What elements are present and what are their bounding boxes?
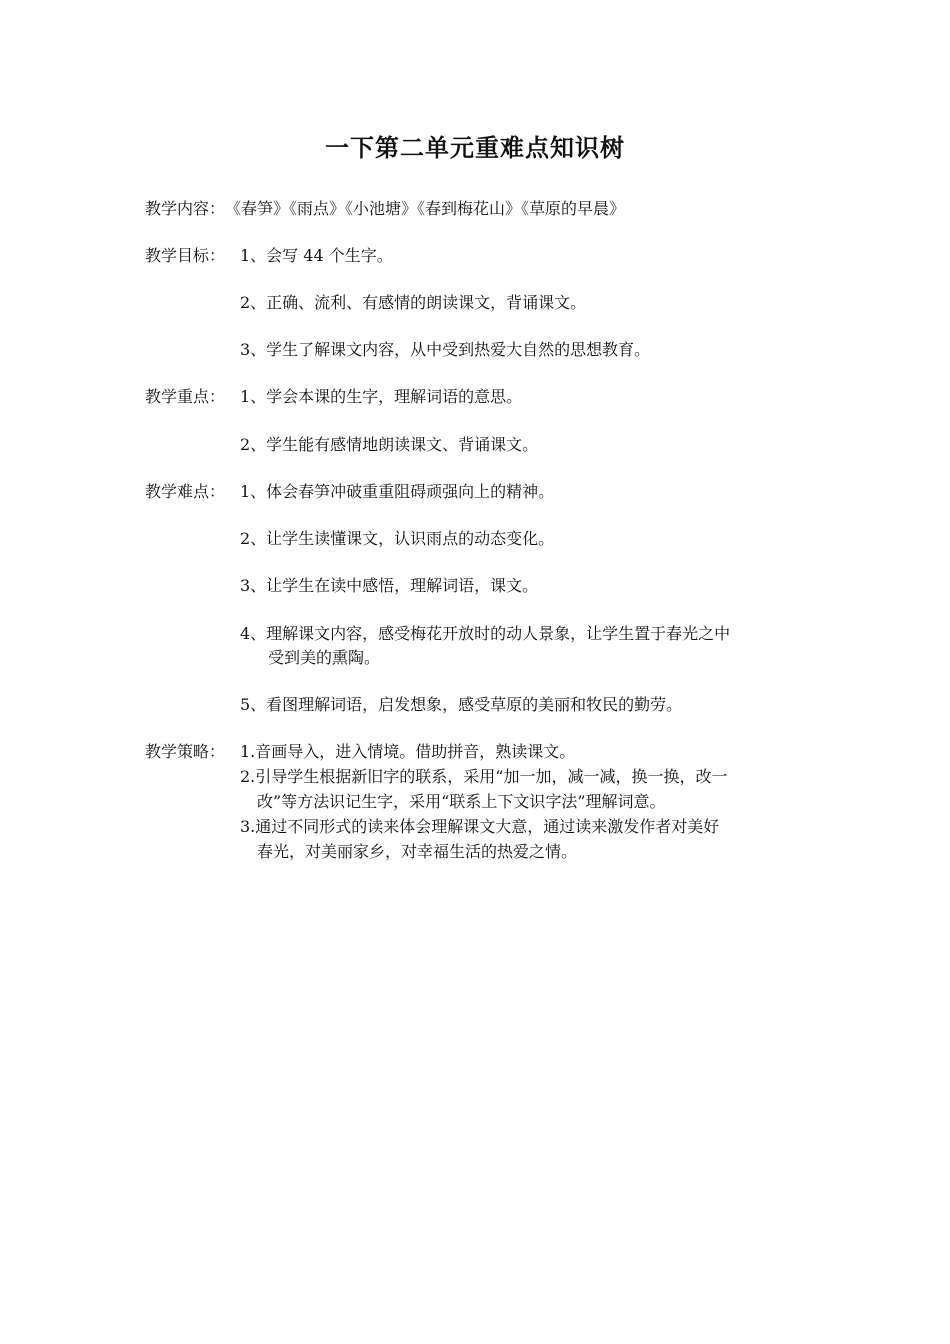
strategies-label: 教学策略：: [145, 742, 226, 761]
strategy-item-3: 3.通过不同形式的读来体会理解课文大意，通过读来激发作者对美好: [240, 817, 720, 836]
difficulty-item-1: 1、体会春笋冲破重重阻碍顽强向上的精神。: [240, 482, 555, 501]
key-points-label: 教学重点：: [145, 387, 226, 406]
difficulty-item-5: 5、看图理解词语，启发想象，感受草原的美丽和牧民的勤劳。: [240, 695, 683, 714]
content-text: 《春笋》《雨点》《小池塘》《春到梅花山》《草原的早晨》: [225, 199, 626, 218]
page-title: 一下第二单元重难点知识树: [325, 134, 625, 162]
difficulty-item-4: 4、理解课文内容，感受梅花开放时的动人景象，让学生置于春光之中: [240, 624, 731, 643]
strategy-item-3-continued: 春光，对美丽家乡，对幸福生活的热爱之情。: [257, 842, 578, 861]
goal-item-3: 3、学生了解课文内容，从中受到热爱大自然的思想教育。: [240, 340, 651, 359]
content-label: 教学内容：: [145, 199, 226, 218]
difficulties-label: 教学难点：: [145, 482, 226, 501]
goal-item-2: 2、正确、流利、有感情的朗读课文，背诵课文。: [240, 293, 587, 312]
strategy-item-2: 2.引导学生根据新旧字的联系，采用“加一加，减一减，换一换，改一: [240, 767, 728, 786]
difficulty-item-4-continued: 受到美的熏陶。: [268, 648, 381, 667]
key-point-item-1: 1、学会本课的生字，理解词语的意思。: [240, 387, 523, 406]
strategy-item-2-continued: 改”等方法识记生字，采用“联系上下文识字法”理解词意。: [257, 792, 666, 811]
key-point-item-2: 2、学生能有感情地朗读课文、背诵课文。: [240, 435, 539, 454]
goal-item-1: 1、会写 44 个生字。: [240, 246, 393, 265]
difficulty-item-2: 2、让学生读懂课文，认识雨点的动态变化。: [240, 529, 555, 548]
goals-label: 教学目标：: [145, 246, 226, 265]
strategy-item-1: 1.音画导入，进入情境。借助拼音，熟读课文。: [240, 742, 576, 761]
difficulty-item-3: 3、让学生在读中感悟，理解词语，课文。: [240, 576, 539, 595]
